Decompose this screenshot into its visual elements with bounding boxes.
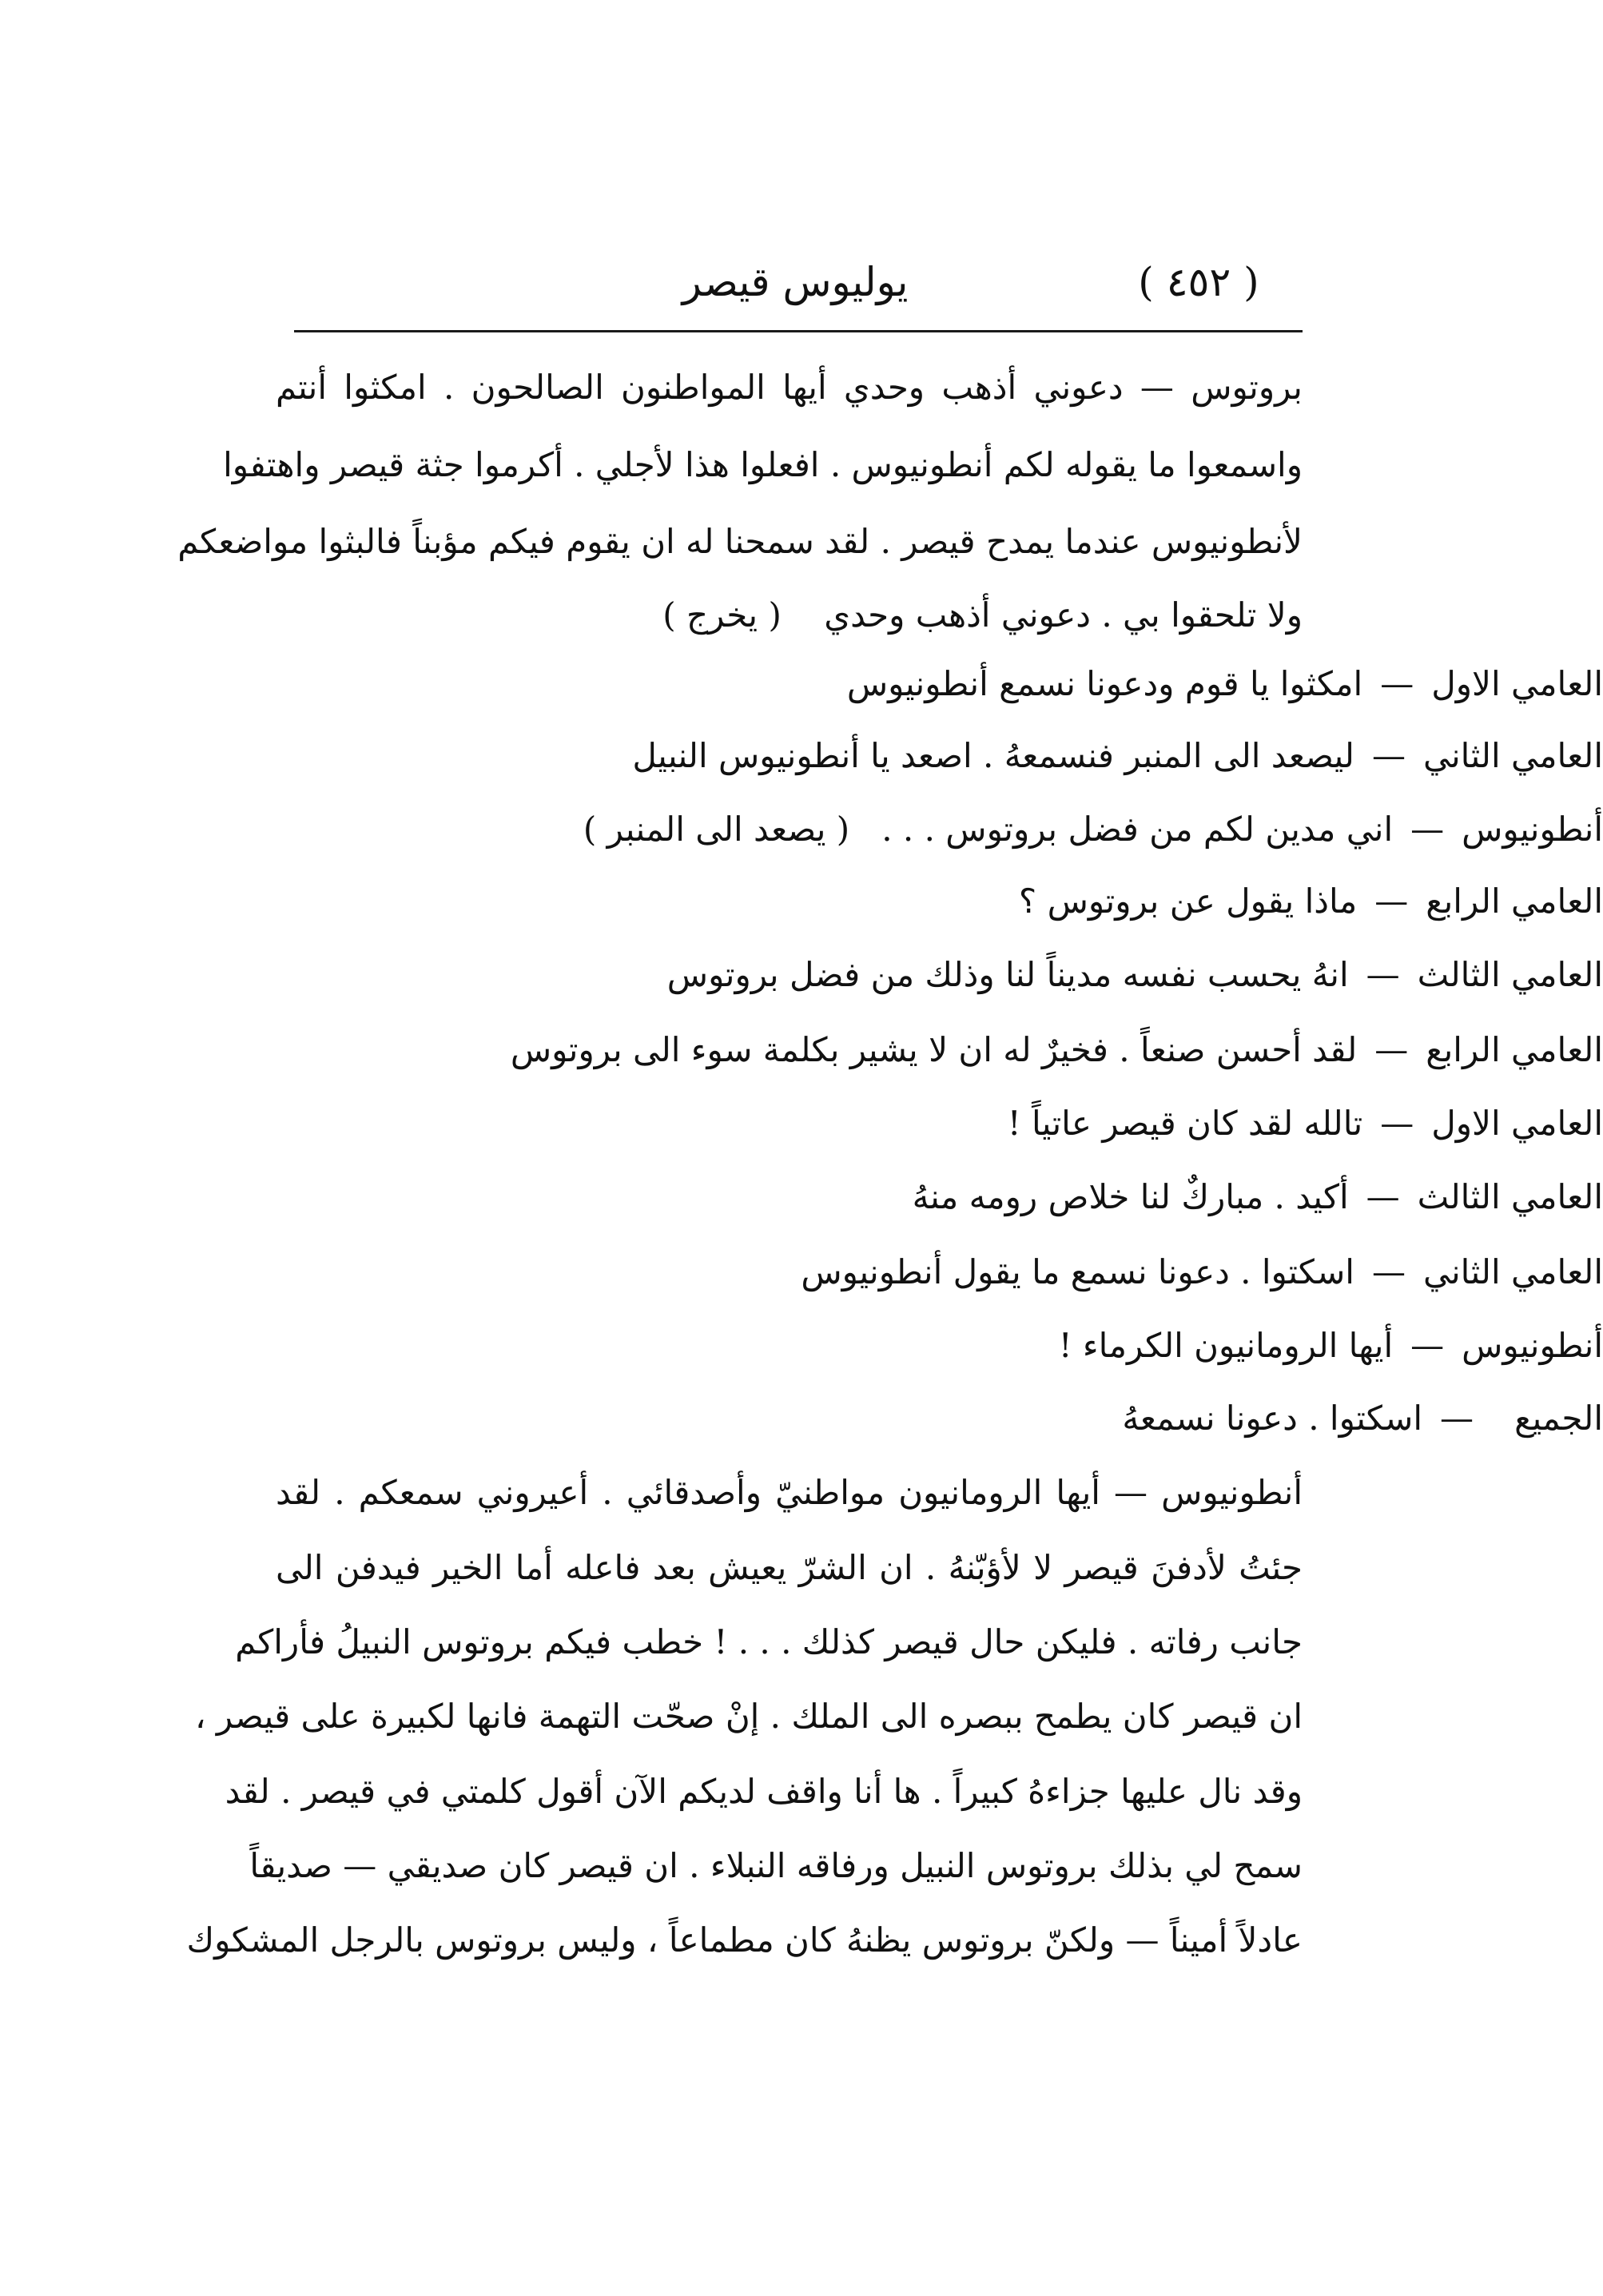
dialogue-line: العامي الاول—امكثوا يا قوم ودعونا نسمع أنطونيوس	[636, 660, 1603, 708]
dialogue-line: أنطونيوس—اني مدين لكم من فضل بروتوس . . .( يصعد الى المنبر )	[636, 806, 1603, 854]
dialogue-line: العامي الرابع—لقد أحسن صنعاً . فخيرٌ له ان لا يشير بكلمة سوء الى بروتوس	[636, 1026, 1603, 1074]
speaker-name: العامي الثالث	[1417, 955, 1603, 994]
dialogue-text: أيها الرومانيون الكرماء !	[1058, 1326, 1394, 1365]
paragraph2-line2: جئتُ لأدفنَ قيصر لا لأؤبّنهُ . ان الشرّ يعيش بعد فاعله أما الخير فيدفن الى	[276, 1548, 1303, 1587]
dialogue-line: أنطونيوس—أيها الرومانيون الكرماء !	[636, 1322, 1603, 1370]
paragraph2-line6: سمح لي بذلك بروتوس النبيل ورفاقه النبلاء . ان قيصر كان صديقي — صديقاً	[249, 1846, 1303, 1885]
paragraph1-line4-text: ولا تلحقوا بي . دعوني أذهب وحدي	[824, 595, 1303, 635]
paragraph2-line4: ان قيصر كان يطمح ببصره الى الملك . إنْ صحّت التهمة فانها لكبيرة على قيصر ،	[194, 1697, 1303, 1736]
speaker-name: العامي الثاني	[1422, 1252, 1603, 1291]
dialogue-text: أكيد . مباركٌ لنا خلاص رومه منهُ	[912, 1177, 1349, 1216]
paragraph1-line2: واسمعوا ما يقوله لكم أنطونيوس . افعلوا هذا لأجلي . أكرموا جثة قيصر واهتفوا	[223, 445, 1303, 484]
paragraph1-line1: بروتوس — دعوني أذهب وحدي أيها المواطنون الصالحون . امكثوا أنتم	[276, 368, 1303, 407]
dialogue-line: العامي الرابع—ماذا يقول عن بروتوس ؟	[636, 877, 1603, 925]
paragraph2-line3: جانب رفاته . فليكن حال قيصر كذلك . . . ! خطب فيكم بروتوس النبيلُ فأراكم	[235, 1622, 1303, 1661]
dialogue-line: العامي الثالث—أكيد . مباركٌ لنا خلاص رومه منهُ	[636, 1173, 1603, 1221]
running-title: يوليوس قيصر	[682, 259, 909, 305]
dialogue-text: ماذا يقول عن بروتوس ؟	[1018, 881, 1358, 921]
dialogue-line: العامي الثاني—اسكتوا . دعونا نسمع ما يقول أنطونيوس	[636, 1248, 1603, 1296]
dialogue-text: ليصعد الى المنبر فنسمعهُ . اصعد يا أنطونيوس النبيل	[632, 736, 1354, 775]
speaker-name: العامي الاول	[1431, 664, 1603, 703]
speaker-name: أنطونيوس	[1462, 810, 1603, 849]
dialogue-line: العامي الاول—تالله لقد كان قيصر عاتياً !	[636, 1100, 1603, 1148]
page-number: ( ٤٥٢ )	[1138, 259, 1259, 305]
paragraph2-line1: أنطونيوس — أيها الرومانيون مواطنيّ وأصدقائي . أعيروني سمعكم . لقد	[276, 1473, 1303, 1512]
paragraph1-line4	[276, 591, 1303, 639]
stage-direction: ( يخرج )	[662, 595, 782, 635]
dialogue-text: امكثوا يا قوم ودعونا نسمع أنطونيوس	[846, 664, 1363, 703]
dialogue-line: العامي الثاني—ليصعد الى المنبر فنسمعهُ . اصعد يا أنطونيوس النبيل	[636, 732, 1603, 780]
speaker-name: الجميع	[1514, 1399, 1603, 1438]
paragraph2-line7: عادلاً أميناً — ولكنّ بروتوس يظنهُ كان مطماعاً ، وليس بروتوس بالرجل المشكوك	[186, 1920, 1303, 1960]
stage-direction: ( يصعد الى المنبر )	[583, 810, 850, 849]
speaker-name: العامي الثاني	[1422, 736, 1603, 775]
speaker-name: العامي الرابع	[1426, 881, 1603, 921]
paragraph1-line3: لأنطونيوس عندما يمدح قيصر . لقد سمحنا له ان يقوم فيكم مؤبناً فالبثوا مواضعكم	[177, 522, 1303, 561]
speaker-name: أنطونيوس	[1462, 1326, 1603, 1365]
paragraph2-line5: وقد نال عليها جزاءهُ كبيراً . ها أنا واقف لديكم الآن أقول كلمتي في قيصر . لقد	[225, 1772, 1303, 1811]
dialogue-text: اسكتوا . دعونا نسمع ما يقول أنطونيوس	[801, 1252, 1354, 1291]
dialogue-text: لقد أحسن صنعاً . فخيرٌ له ان لا يشير بكلمة سوء الى بروتوس	[510, 1030, 1358, 1069]
speaker-name: العامي الاول	[1431, 1104, 1603, 1143]
dialogue-text: انهُ يحسب نفسه مديناً لنا وذلك من فضل بروتوس	[666, 955, 1349, 994]
dialogue-line: الجميع—اسكتوا . دعونا نسمعهُ	[636, 1395, 1603, 1442]
dialogue-text: تالله لقد كان قيصر عاتياً !	[1007, 1104, 1363, 1143]
dialogue-text: اني مدين لكم من فضل بروتوس . . .	[881, 810, 1394, 849]
dialogue-text: اسكتوا . دعونا نسمعهُ	[1122, 1399, 1422, 1438]
header-divider	[294, 330, 1303, 332]
dialogue-line: العامي الثالث—انهُ يحسب نفسه مديناً لنا وذلك من فضل بروتوس	[636, 951, 1603, 999]
speaker-name: العامي الرابع	[1426, 1030, 1603, 1069]
speaker-name: العامي الثالث	[1417, 1177, 1603, 1216]
